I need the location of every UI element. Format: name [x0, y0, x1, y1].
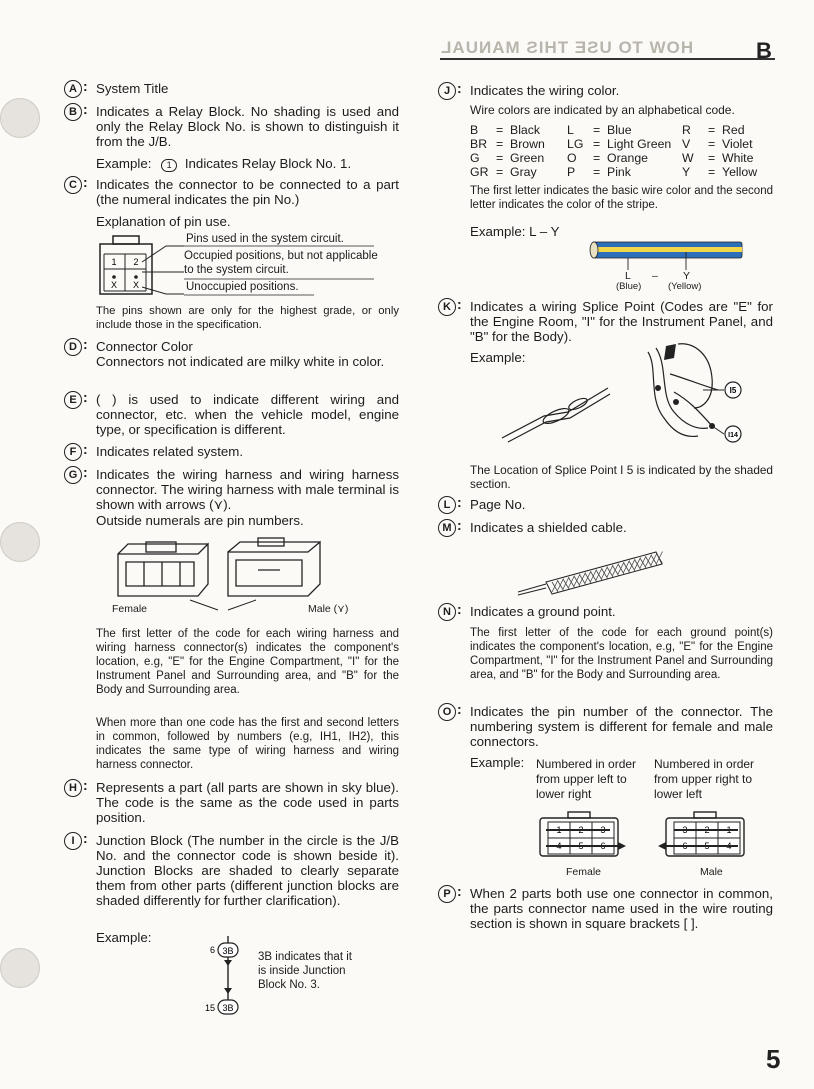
- connector-pin-number: 1: [726, 825, 732, 835]
- example-line: [96, 156, 399, 172]
- jb-code-top: 3B: [222, 946, 234, 956]
- item-text: Indicates related system.: [96, 444, 244, 459]
- wire-color-code: R: [682, 123, 691, 137]
- item-text: Indicates a ground point.: [470, 604, 616, 619]
- item-title: Connector Color: [96, 339, 193, 354]
- item-text: Indicates a shielded cable.: [470, 520, 627, 535]
- wire-color-name: Gray: [510, 165, 537, 179]
- wire-color-name: Brown: [510, 137, 545, 151]
- pin-x-label: X: [132, 280, 140, 290]
- wire-color-code: B: [470, 123, 479, 137]
- wire-color-name: Yellow: [722, 165, 758, 179]
- example-text: Indicates Relay Block No. 1.: [184, 156, 352, 171]
- item-text: Indicates the pin number of the connector. The numbering system is different for female and male connectors.: [470, 704, 773, 749]
- wire-color-code: L: [567, 123, 574, 137]
- item-marker: M: [438, 519, 456, 537]
- harness-code-note: The first letter of the code for each wiring harness and wiring harness connector(s) indicates the component's location, e.g, "E" for the Engine Compartment, "I" for the Instrument Panel and Surrounding area, and "B" for the Body and Surrounding area.: [96, 628, 399, 696]
- jb-bottom-pin: 15: [204, 1003, 215, 1013]
- wire-color-table: [470, 123, 780, 181]
- wire-yellow-label: (Yellow): [668, 281, 702, 292]
- connector-pin-number: 5: [578, 841, 584, 851]
- equals-sign: =: [496, 165, 504, 179]
- wire-color-code: P: [567, 165, 576, 179]
- connector-pin-number: 2: [704, 825, 710, 835]
- relay-block-symbol: 1: [161, 159, 177, 172]
- equals-sign: =: [496, 137, 504, 151]
- item-text: Page No.: [470, 497, 526, 512]
- wire-color-code: GR: [470, 165, 489, 179]
- wire-color-code: O: [567, 151, 577, 165]
- male-label: Male (⋎): [308, 603, 349, 615]
- wire-color-note: The first letter indicates the basic wire color and the second letter indicates the color of the stripe.: [470, 185, 773, 211]
- splice-note: The Location of Splice Point I 5 is indicated by the shaded section.: [470, 463, 773, 491]
- example-label: Example:: [96, 156, 152, 171]
- splice-point-drawing: [498, 338, 778, 458]
- example-label: Example:: [470, 350, 526, 365]
- wire-example-drawing: [588, 236, 748, 276]
- pin-explanation: Explanation of pin use.: [96, 214, 231, 229]
- male-conn-label: Male: [700, 866, 723, 878]
- item-marker: J: [438, 82, 456, 100]
- binder-hole: [0, 522, 40, 562]
- equals-sign: =: [708, 137, 716, 151]
- pin-numbering-diagram: [536, 808, 776, 866]
- pin-note: The pins shown are only for the highest grade, or only include those in the specification.: [96, 305, 399, 331]
- item-subtext: Wire colors are indicated by an alphabetical code.: [470, 103, 735, 117]
- wire-color-code: LG: [567, 137, 584, 151]
- female-conn-label: Female: [566, 866, 602, 878]
- example-label: Example:: [470, 755, 525, 770]
- item-marker: H: [64, 779, 82, 797]
- item-marker: B: [64, 103, 82, 121]
- ground-note: The first letter of the code for each ground point(s) indicates the component's location, e.g, "E" for the Engine Compartment, "I" for the Instrument Panel and Surrounding area, and "B" for the Body and Surrounding area.: [470, 627, 773, 681]
- item-text: Indicates a wiring Splice Point (Codes are "E" for the Engine Room, "I" for the Instrument Panel, and "B" for the Body).: [470, 299, 773, 344]
- wire-y: Y: [683, 270, 691, 282]
- item-marker: N: [438, 603, 456, 621]
- shielded-cable-drawing: [516, 548, 666, 596]
- label-occupied: Occupied positions, but not applicable to the system circuit.: [184, 250, 378, 276]
- item-text: Connectors not indicated are milky white in color.: [96, 354, 385, 369]
- binder-hole: [0, 98, 40, 138]
- item-text: Indicates the wiring color.: [470, 83, 620, 98]
- item-marker: K: [438, 298, 456, 316]
- pin-2-label: 2: [133, 257, 139, 267]
- harness-connector-drawing: [108, 534, 348, 604]
- connector-pin-number: 5: [704, 841, 710, 851]
- connector-pin-number: 6: [600, 841, 606, 851]
- item-marker: P: [438, 885, 456, 903]
- header-ghost-text: HOW TO USE THIS MANUAL: [440, 38, 694, 57]
- wire-color-name: Green: [510, 151, 545, 165]
- wire-blue-label: (Blue): [616, 281, 642, 292]
- item-marker: E: [64, 391, 82, 409]
- wire-color-code: V: [682, 137, 691, 151]
- wire-color-name: Red: [722, 123, 745, 137]
- connector-pin-number: 4: [556, 841, 562, 851]
- label-pins-used: Pins used in the system circuit.: [186, 233, 344, 245]
- item-marker: L: [438, 496, 456, 514]
- item-text: Indicates the wiring harness and wiring harness connector. The wiring harness with male terminal is shown with arrows (⋎).: [96, 467, 399, 512]
- item-marker: F: [64, 443, 82, 461]
- connector-pin-number: 6: [682, 841, 688, 851]
- binder-hole: [0, 948, 40, 988]
- jb-top-pin: 6: [209, 945, 215, 955]
- wire-color-name: White: [722, 151, 754, 165]
- wire-dash: –: [652, 270, 658, 282]
- equals-sign: =: [593, 165, 601, 179]
- item-marker: C: [64, 176, 82, 194]
- equals-sign: =: [708, 151, 716, 165]
- item-text: Represents a part (all parts are shown in sky blue). The code is the same as the code used in parts position.: [96, 780, 399, 825]
- male-order-text: Numbered in order from upper right to lower left: [654, 757, 755, 801]
- female-order-text: Numbered in order from upper left to lower right: [536, 757, 637, 801]
- section-letter: B: [756, 38, 772, 63]
- item-text-2: Outside numerals are pin numbers.: [96, 513, 304, 528]
- wire-color-name: Orange: [607, 151, 649, 165]
- wire-color-name: Black: [510, 123, 541, 137]
- item-marker: D: [64, 338, 82, 356]
- wire-color-code: G: [470, 151, 480, 165]
- connector-pin-number: 3: [600, 825, 606, 835]
- item-text: When 2 parts both use one connector in common, the parts connector name used in the wire routing section is shown in square brackets [ ].: [470, 886, 773, 931]
- connector-pin-number: 1: [556, 825, 562, 835]
- item-text: Indicates the connector to be connected to a part (the numeral indicates the pin No.): [96, 177, 399, 207]
- female-label: Female: [112, 603, 148, 615]
- jb-explanation: 3B indicates that it is inside Junction Block No. 3.: [258, 951, 352, 991]
- item-marker: A: [64, 80, 82, 98]
- equals-sign: =: [496, 123, 504, 137]
- jb-code-bottom: 3B: [222, 1003, 234, 1013]
- connector-pin-number: 2: [578, 825, 584, 835]
- item-marker: I: [64, 832, 82, 850]
- wire-color-code: W: [682, 151, 694, 165]
- wire-example: Example: L – Y: [470, 224, 560, 239]
- connector-pin-number: 3: [682, 825, 688, 835]
- wire-color-name: Pink: [607, 165, 631, 179]
- splice-code-14: I14: [728, 432, 738, 439]
- item-text: System Title: [96, 81, 169, 96]
- equals-sign: =: [708, 165, 716, 179]
- item-text: Junction Block (The number in the circle is the J/B No. and the connector code is shown beside it). Junction Blocks are shaded to clearly separate them from other parts (different junction blocks are shaded differently for further clarification).: [96, 833, 399, 908]
- harness-code-note-2: When more than one code has the first and second letters in common, followed by numbers (e.g, IH1, IH2), this indicates the same type of wiring harness and wiring harness connector.: [96, 717, 399, 771]
- wire-color-code: BR: [470, 137, 488, 151]
- equals-sign: =: [593, 137, 601, 151]
- junction-block-diagram: [196, 936, 256, 1022]
- equals-sign: =: [708, 123, 716, 137]
- equals-sign: =: [496, 151, 504, 165]
- example-label: Example:: [96, 930, 152, 945]
- wire-color-name: Light Green: [607, 137, 672, 151]
- splice-code-15: I5: [729, 386, 737, 395]
- item-marker: O: [438, 703, 456, 721]
- wire-l: L: [625, 270, 631, 282]
- label-unoccupied: Unoccupied positions.: [186, 281, 299, 293]
- item-text: Indicates a Relay Block. No shading is used and only the Relay Block No. is shown to distinguish it from the J/B.: [96, 104, 399, 149]
- item-marker: G: [64, 466, 82, 484]
- wire-color-name: Violet: [722, 137, 753, 151]
- equals-sign: =: [593, 123, 601, 137]
- pin-1-label: 1: [111, 257, 117, 267]
- item-text: ( ) is used to indicate different wiring and connector, etc. when the vehicle model, engine type, or specification is different.: [96, 392, 399, 437]
- pin-x-label: X: [110, 280, 118, 290]
- page-number: 5: [766, 1044, 781, 1074]
- connector-pin-number: 4: [726, 841, 732, 851]
- wire-color-name: Blue: [607, 123, 632, 137]
- wire-color-code: Y: [682, 165, 691, 179]
- equals-sign: =: [593, 151, 601, 165]
- wire-stripe: [592, 247, 742, 252]
